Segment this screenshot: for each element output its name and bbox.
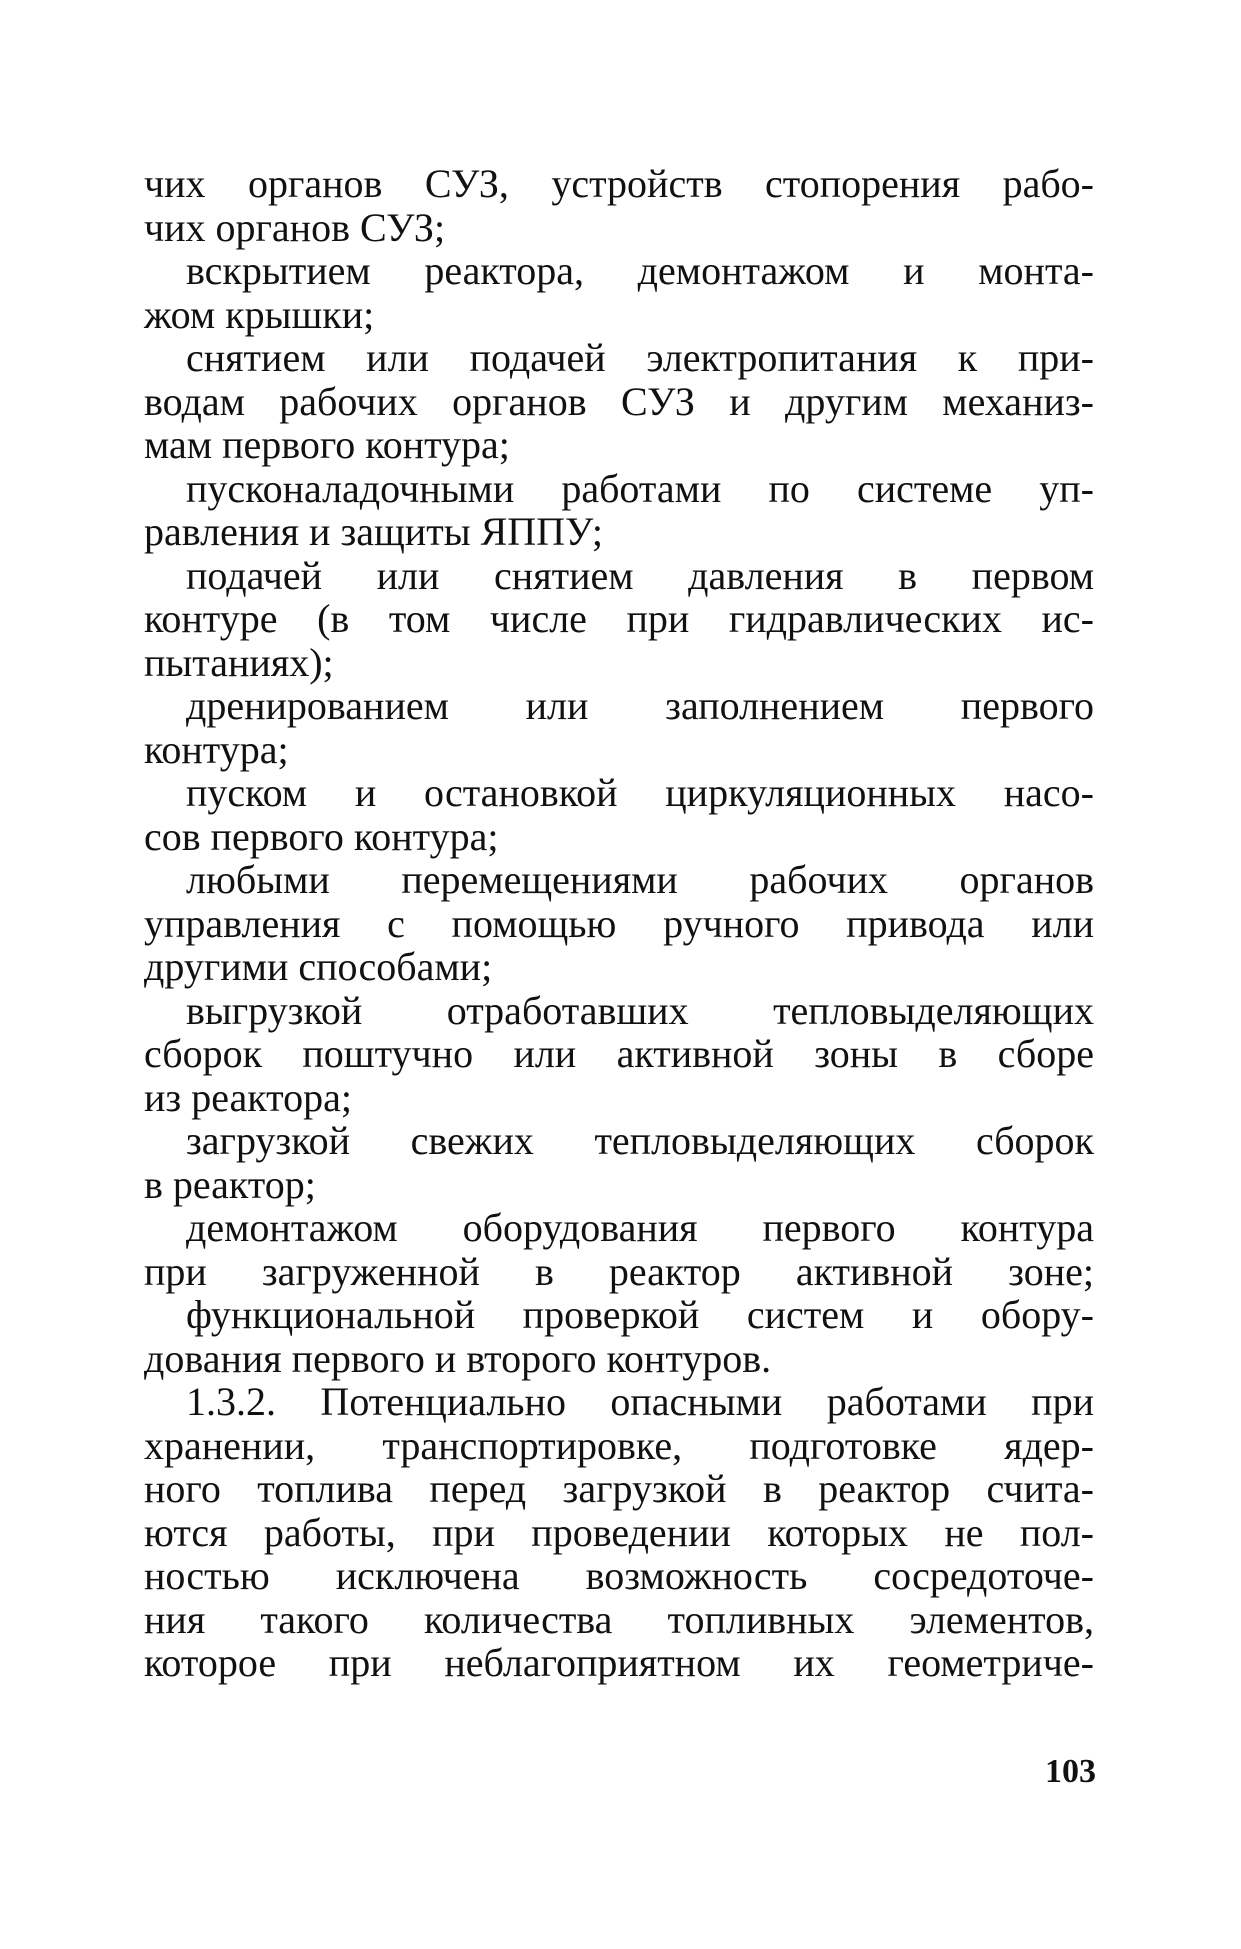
text-line: контуре (в том числе при гидравлических ис- xyxy=(144,596,1094,641)
text-line: жом крышки; xyxy=(144,291,375,337)
text-line: которое при неблагоприятном их геометриче- xyxy=(144,1640,1094,1685)
text-line: выгрузкой отработавших тепловыделяющих xyxy=(186,987,1094,1033)
text-line: ются работы, при проведении которых не пол- xyxy=(144,1509,1094,1555)
text-line: в реактор; xyxy=(144,1161,316,1207)
text-line: хранении, транспортировке, подготовке ядер- xyxy=(144,1422,1094,1468)
text-line: управления с помощью ручного привода или xyxy=(144,900,1094,946)
text-line: другими способами; xyxy=(144,944,493,989)
text-line: пуском и остановкой циркуляционных насо- xyxy=(186,770,1094,815)
text-line: пытаниях); xyxy=(144,639,334,685)
text-line: пусконаладочными работами по системе уп- xyxy=(186,465,1094,511)
text-line: сов первого контура; xyxy=(144,813,499,859)
text-line: загрузкой свежих тепловыделяющих сборок xyxy=(186,1118,1094,1163)
page-number: 103 xyxy=(1045,1753,1096,1790)
text-line: водам рабочих органов СУЗ и другим механиз- xyxy=(144,378,1094,424)
text-line: мам первого контура; xyxy=(144,422,510,467)
body-text xyxy=(144,162,1094,1685)
text-line: функциональной проверкой систем и обору- xyxy=(186,1292,1094,1337)
text-line: ного топлива перед загрузкой в реактор счита- xyxy=(144,1466,1094,1511)
text-line: дования первого и второго контуров. xyxy=(144,1335,772,1381)
text-line: вскрытием реактора, демонтажом и монта- xyxy=(186,248,1094,293)
text-line: снятием или подачей электропитания к при- xyxy=(186,335,1094,380)
text-line: равления и защиты ЯППУ; xyxy=(144,509,603,554)
text-line: из реактора; xyxy=(144,1074,352,1120)
text-line: любыми перемещениями рабочих органов xyxy=(186,857,1094,902)
text-line: чих органов СУЗ; xyxy=(144,204,446,250)
text-line: контура; xyxy=(144,726,289,772)
text-line: подачей или снятием давления в первом xyxy=(186,552,1094,598)
text-line: дренированием или заполнением первого xyxy=(186,683,1094,728)
text-line: демонтажом оборудования первого контура xyxy=(186,1205,1094,1250)
text-line: 1.3.2. Потенциально опасными работами при xyxy=(186,1379,1094,1424)
text-line: сборок поштучно или активной зоны в сборе xyxy=(144,1031,1094,1076)
text-line: ностью исключена возможность сосредоточе- xyxy=(144,1553,1094,1598)
text-line: чих органов СУЗ, устройств стопорения рабо- xyxy=(144,161,1094,206)
text-line: при загруженной в реактор активной зоне; xyxy=(144,1248,1094,1294)
text-line: ния такого количества топливных элементов, xyxy=(144,1596,1094,1642)
